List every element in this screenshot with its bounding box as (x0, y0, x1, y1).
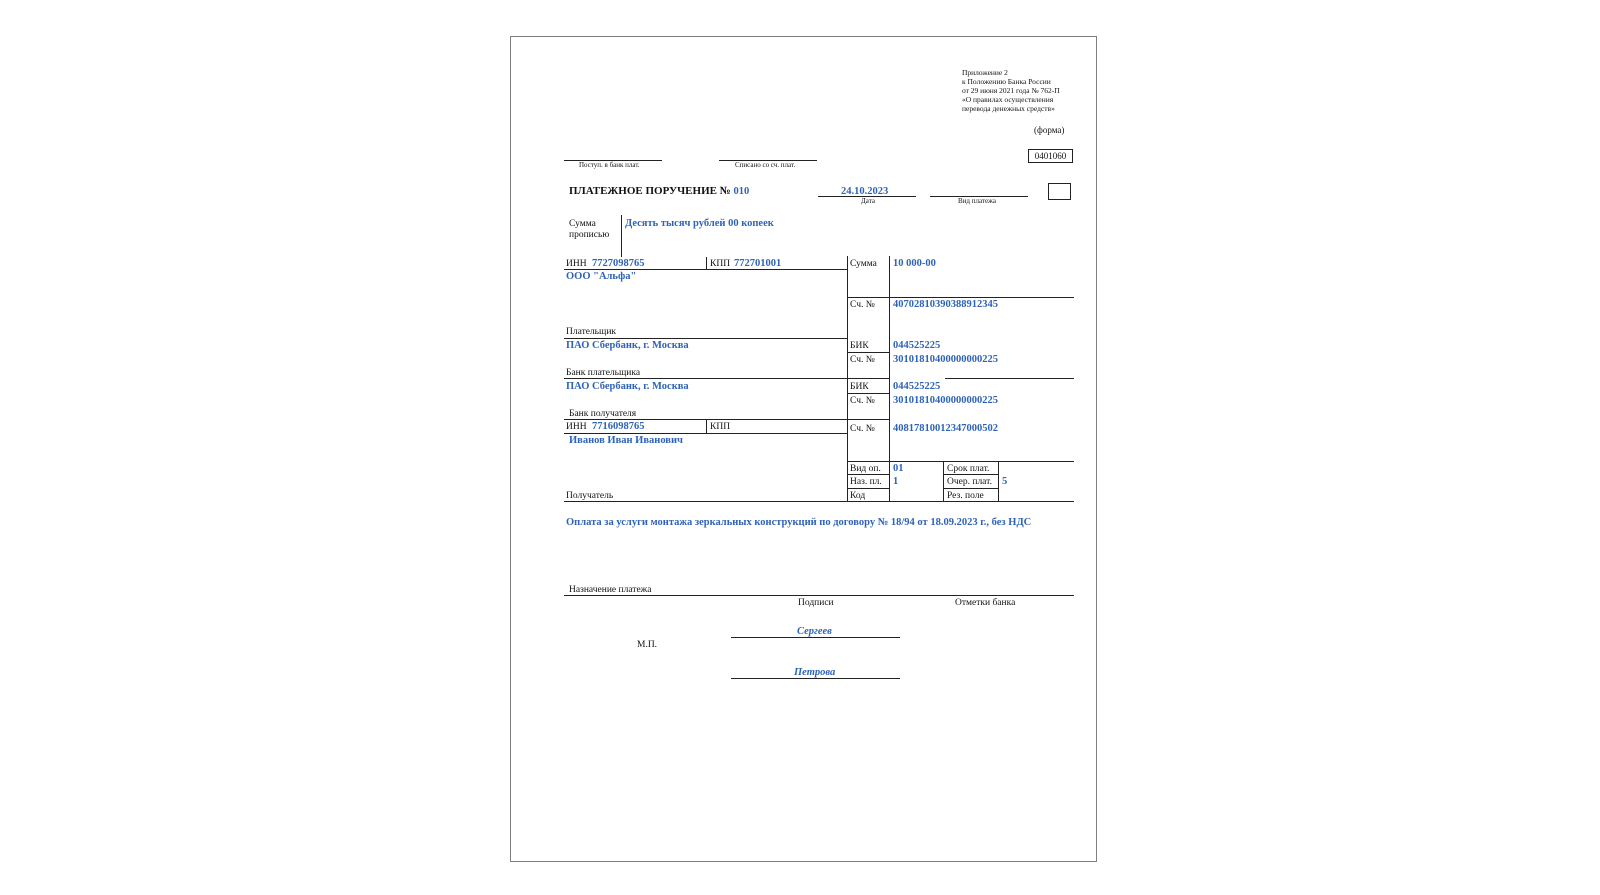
codes-line-2-left (847, 488, 889, 489)
payee-corr-account: 30101810400000000225 (893, 395, 998, 406)
term-label: Срок плат. (947, 464, 990, 474)
reserve-label: Рез. поле (947, 491, 984, 501)
form-label: (форма) (1034, 125, 1065, 135)
codes-line-1-right (943, 474, 998, 475)
payer-bank-label: Банк плательщика (566, 368, 641, 378)
purpose-bottom-line (564, 595, 1074, 596)
payer-name: ООО "Альфа" (566, 271, 637, 282)
signature-2: Петрова (794, 667, 836, 678)
payer-kpp: 772701001 (734, 258, 782, 269)
date-label: Дата (861, 197, 875, 205)
payee-kpp-divider (706, 419, 707, 433)
payer-bik: 044525225 (893, 340, 941, 351)
payee-bank-label: Банк получателя (569, 409, 637, 419)
received-label: Поступ. в банк плат. (579, 161, 640, 169)
amount-words-divider (621, 215, 622, 257)
purpose-label: Назначение платежа (569, 585, 652, 595)
payee-name: Иванов Иван Иванович (569, 435, 683, 446)
payer-bottom-line (564, 338, 847, 339)
code-label: Код (850, 491, 866, 501)
amount-words-label-line-1: Сумма (569, 219, 596, 229)
amount-label: Сумма (850, 259, 877, 269)
appendix-line-1: Приложение 2 (962, 68, 1008, 77)
payer-bank-right-line (945, 378, 1074, 379)
appendix-line-3: от 29 июня 2021 года № 762-П (962, 86, 1060, 95)
signatures-label: Подписи (798, 598, 834, 608)
payee-bank-name: ПАО Сбербанк, г. Москва (566, 381, 689, 392)
table-divider-right (889, 256, 890, 501)
payer-label: Плательщик (566, 327, 617, 337)
stamp-label: М.П. (637, 640, 658, 650)
payee-bik: 044525225 (893, 381, 941, 392)
signature-1-line (731, 637, 900, 638)
payee-label: Получатель (566, 491, 614, 501)
payer-kpp-label: КПП (710, 259, 731, 269)
payer-corr-account: 30101810400000000225 (893, 354, 998, 365)
payer-corr-label: Сч. № (850, 355, 875, 365)
appendix-line-2: к Положению Банка России (962, 77, 1051, 86)
priority: 5 (1002, 476, 1008, 487)
amount-bottom-line (847, 297, 1074, 298)
priority-label: Очер. плат. (947, 477, 992, 487)
payee-kpp-label: КПП (710, 422, 731, 432)
appendix-line-4: «О правилах осуществления (962, 95, 1054, 104)
status-box (1048, 183, 1071, 200)
amount-words-label (569, 219, 609, 241)
signature-1: Сергеев (797, 626, 832, 637)
payer-inn: 7727098765 (592, 258, 645, 269)
signature-2-line (731, 678, 900, 679)
table-bottom-line (564, 501, 1074, 502)
payer-kpp-divider (706, 257, 707, 269)
codes-divider-2 (998, 461, 999, 501)
codes-top-line (847, 461, 1074, 462)
payee-bank-bottom-line (564, 419, 889, 420)
debited-label: Списано со сч. плат. (735, 161, 796, 169)
payee-corr-label: Сч. № (850, 396, 875, 406)
amount-value: 10 000-00 (893, 258, 936, 269)
payer-bank-bottom-line (564, 378, 889, 379)
purpose-code-label: Наз. пл. (850, 477, 882, 487)
payee-inn: 7716098765 (592, 421, 645, 432)
payer-inn-label: ИНН (566, 259, 587, 269)
payee-account-label: Сч. № (850, 424, 875, 434)
payer-account-label: Сч. № (850, 300, 875, 310)
payment-kind-label: Вид платежа (958, 197, 997, 205)
amount-words-label-line-2: прописью (569, 230, 610, 240)
payment-order-sheet (510, 36, 1097, 862)
codes-line-1-left (847, 474, 889, 475)
payee-inn-label: ИНН (566, 422, 587, 432)
op-type-label: Вид оп. (850, 464, 881, 474)
codes-line-2-right (943, 488, 998, 489)
payee-inn-line (564, 433, 847, 434)
payer-bank-name: ПАО Сбербанк, г. Москва (566, 340, 689, 351)
payee-bik-label: БИК (850, 382, 869, 392)
purpose-code: 1 (893, 476, 899, 487)
payee-bik-line (847, 393, 889, 394)
payer-bik-line (847, 352, 889, 353)
order-number: 010 (733, 186, 750, 197)
order-date: 24.10.2023 (841, 186, 889, 197)
payer-inn-line (564, 269, 847, 270)
op-type: 01 (893, 463, 904, 474)
document-title (569, 185, 749, 197)
bank-marks-label: Отметки банка (955, 598, 1016, 608)
amount-words-value: Десять тысяч рублей 00 копеек (625, 218, 774, 229)
form-code-box: 0401060 (1028, 149, 1073, 163)
title-text: ПЛАТЕЖНОЕ ПОРУЧЕНИЕ № (569, 185, 731, 197)
payer-account: 40702810390388912345 (893, 299, 998, 310)
appendix-line-5: перевода денежных средств» (962, 104, 1055, 113)
payer-bik-label: БИК (850, 341, 869, 351)
purpose-text: Оплата за услуги монтажа зеркальных конструкций по договору № 18/94 от 18.09.2023 г., без НДС (566, 517, 1032, 528)
codes-divider-1 (943, 461, 944, 501)
appendix-note (962, 68, 1060, 113)
payee-account: 40817810012347000502 (893, 423, 998, 434)
